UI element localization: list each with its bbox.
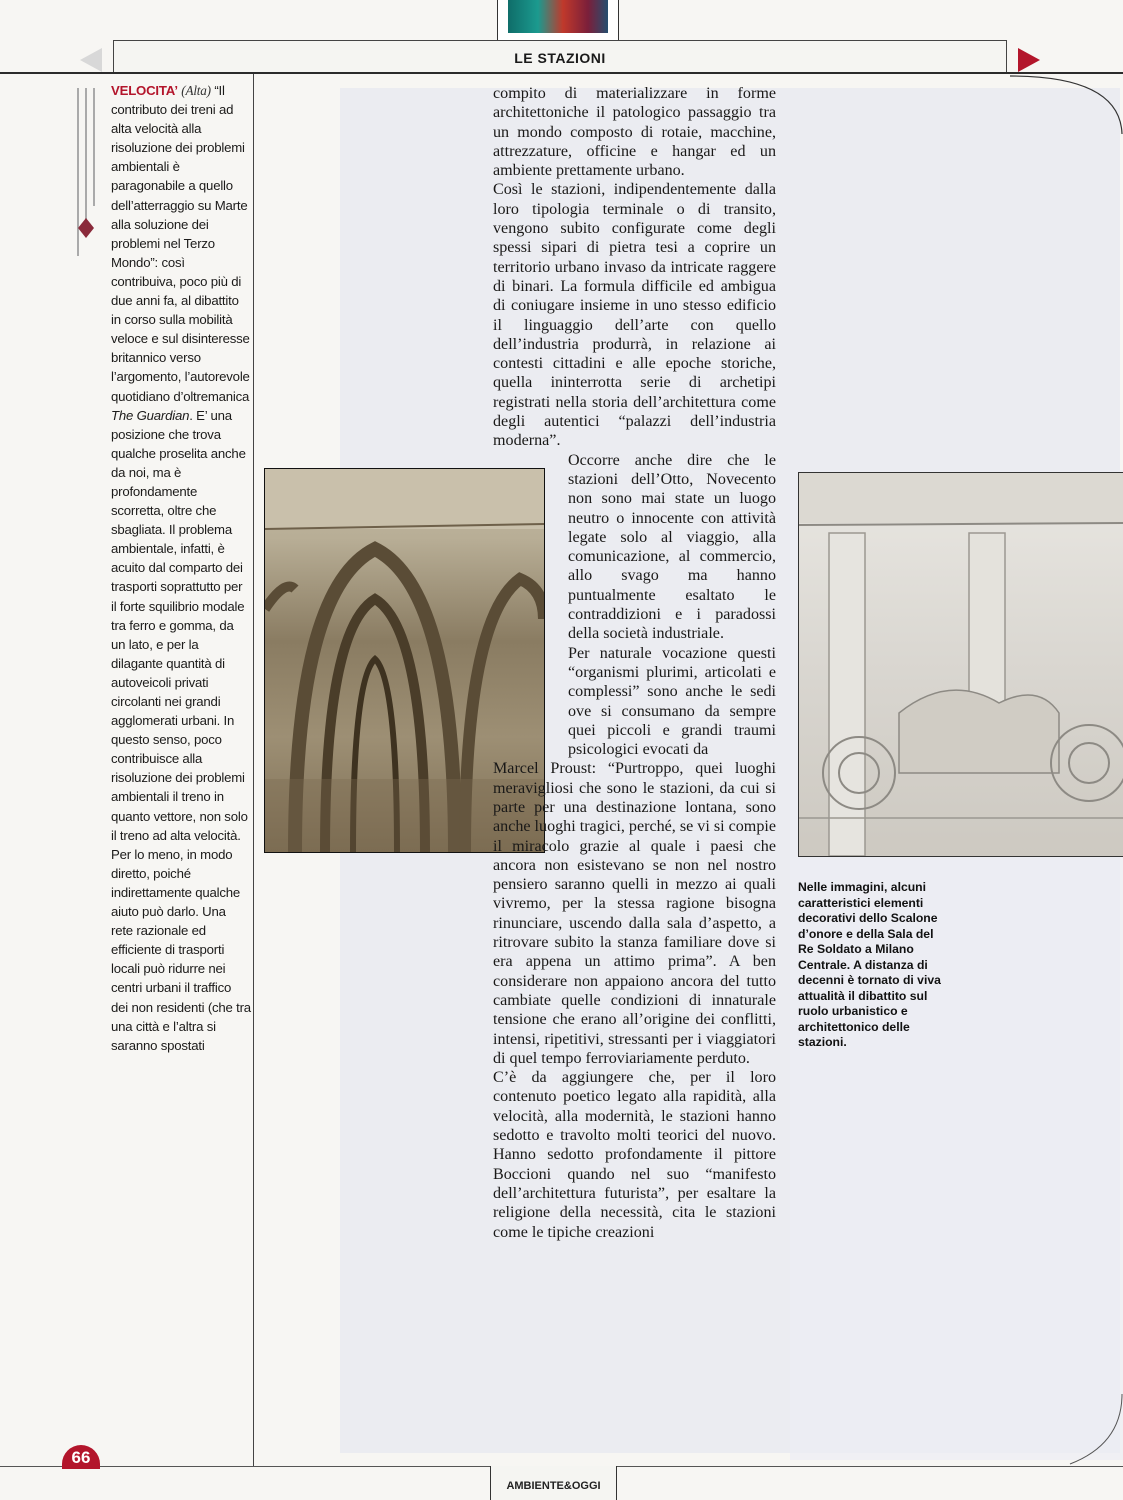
next-arrow-icon <box>1018 48 1040 72</box>
sidebar-label: VELOCITA’ <box>111 83 178 98</box>
sidebar-text-2: . E’ una posizione che trova qualche proselita anche da noi, ma è profondamente scorretta, oltre che sbagliata. Il problema ambientale, infatti, è acuito dal comparto dei trasporti soprattutto per il forte squilibrio modale tra ferro e gomma, da un lato, e per la dilagante quantità di autoveicoli privati circolanti nei grandi agglomerati urbani. In questo senso, poco contribuisce alla risoluzione dei problemi ambientali il treno in quanto vettore, non solo il treno ad alta velocità. Per lo meno, in modo diretto, poiché indirettamente qualche aiuto può darlo. Una rete razionale ed efficiente di trasporti locali può ridurre nei centri urbani il traffico dei non residenti (che tra una città e l’altra si saranno spostati <box>111 407 251 1053</box>
article-paragraph-1: compito di materializzare in forme architettoniche il patologico passaggio tra un mondo composto di rotaie, macchine, attrezzature, officine e hangar ed un ambiente prettamente urbano. <box>493 85 776 180</box>
footer-logo-box <box>490 1466 617 1500</box>
article-column <box>493 84 776 1242</box>
top-thumbnail-image <box>508 0 608 33</box>
sidebar-publication: The Guardian <box>111 407 190 423</box>
section-header <box>113 40 1007 73</box>
article-paragraph-4-continued: Marcel Proust: “Purtroppo, quei luoghi meravigliosi che sono le stazioni, da cui si parte per una destinazione lontana, sono anche luoghi tragici, perché, se vi si compie il miracolo grazie al quale i paesi che ancora non esistevano se non nel nostro pensiero saranno quelli in mezzo ai quali vivremo, per la stessa ragione bisogna rinunciare, uscendo dalla sala d’aspetto, a ritrovare subito la stanza familiare dove si era appena un attimo prima”. A ben considerare non appaiono ancora del tutto cambiate quelle condizioni di innaturale tensione che erano all’origine dei conflitti, intensi, ripetitivi, stressanti per i viaggiatori di quel tempo ferroviariamente perduto. <box>493 760 776 1067</box>
header-rule <box>0 72 1123 74</box>
sidebar-label-note: (Alta) <box>181 83 211 98</box>
section-title: LE STAZIONI <box>514 50 606 66</box>
photo-ionic-drawing <box>799 473 1123 856</box>
prev-arrow-icon <box>80 48 102 72</box>
sidebar-text-1: “Il contributo dei treni ad alta velocità alla risoluzione dei problemi ambientali è paragonabile a quello dell’atterraggio su Marte alla soluzione dei problemi nel Terzo Mondo”: così contribuiva, poco più di due anni fa, al dibattito in corso sulla mobilità veloce e sul disinteresse britannico verso l’argomento, l’autorevole quotidiano d’oltremanica <box>111 83 250 404</box>
top-thumbnail <box>497 0 619 40</box>
article-paragraph-3: Occorre anche dire che le stazioni dell’Otto, Novecento non sono mai state un luogo neutro o innocente con attività legate solo al viaggio, alla comunicazione, al commercio, allo svago ma hanno puntualmente esaltato le contraddizioni e i paradossi della società industriale. <box>568 451 776 643</box>
sidebar-column <box>111 81 251 1055</box>
page-number: 66 <box>62 1445 100 1469</box>
sidebar-ornament-icon <box>74 86 104 266</box>
article-paragraph-5: C’è da aggiungere che, per il loro contenuto poetico legato alla rapidità, alla velocità, alla modernità, le stazioni hanno sedotto e travolto molti teorici del nuovo. Hanno sedotto profondamente il pittore Boccioni quando nel suo “manifesto dell’architettura futurista”, per esaltare la religione della necessità, cita le stazioni come le tipiche creazioni <box>493 1069 776 1241</box>
photo-ionic-capital <box>798 472 1123 857</box>
article-paragraph-4: Per naturale vocazione questi “organismi plurimi, articolati e complessi” sono anche le sedi ove si consumano da sempre quei piccoli e grandi traumi psicologici evocati da <box>568 644 776 759</box>
article-paragraph-2: Così le stazioni, indipendentemente dalla loro tipologia terminale o di transito, vengono subito configurate come degli spessi sipari di pietra tesi a coprire un territorio urbano invaso da intricate raggere di binari. La formula difficile ed ambigua di coniugare insieme in uno stesso edificio il linguaggio dell’arte con quello dell’industria produrrà, in relazione ai contesti cittadini e alle epoche storiche, quella ininterrotta serie di archetipi registrati nella storia dell’architettura come degli autentici “palazzi dell’industria moderna”. <box>493 181 776 450</box>
photo-caption: Nelle immagini, alcuni caratteristici elementi decorativi dello Scalone d’onore e della Sala del Re Soldato a Milano Centrale. A distanza di decenni è tornato di viva attualità il dibattito sul ruolo urbanistico e architettonico delle stazioni. <box>798 880 941 1049</box>
magazine-logo: AMBIENTE&OGGI <box>506 1480 601 1492</box>
sidebar-divider <box>253 74 254 1466</box>
